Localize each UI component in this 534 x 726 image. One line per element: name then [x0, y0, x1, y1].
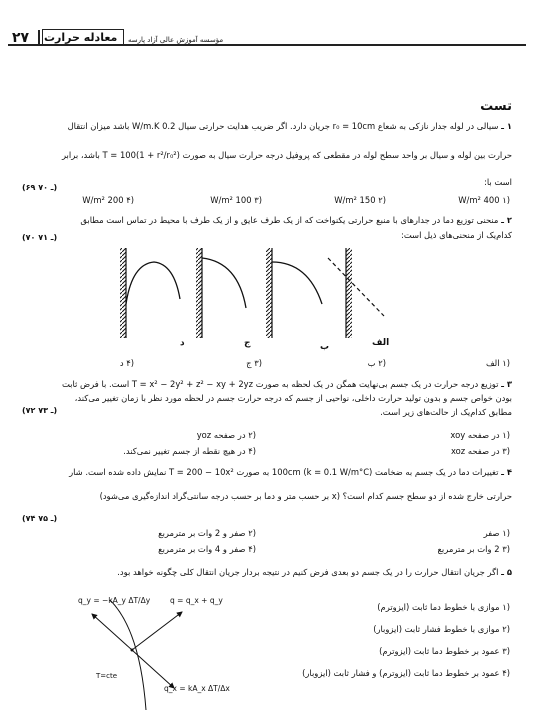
question-4-line2	[20, 490, 512, 502]
option-num: (۲	[378, 358, 386, 368]
option-2[interactable]	[334, 195, 386, 205]
option-text: عمود بر خطوط دما ثابت (ایزوترم)	[379, 646, 500, 656]
page-number: ۲۷	[12, 30, 30, 46]
question-1-line3	[20, 176, 512, 188]
question-2	[20, 214, 512, 226]
option-num: (۲	[502, 624, 510, 634]
question-text: حرارت بین لوله و سیال بر واحد سطح لوله در مقطعی که پروفیل درجه حرارت سیال به صورت T = 100(1 + r²/r₀²) باشد، برابر	[61, 150, 512, 160]
qy-vector	[92, 614, 132, 650]
option-num: (۱	[502, 358, 510, 368]
question-number: ۴ ـ	[501, 467, 512, 477]
option-num: (۲	[248, 430, 256, 440]
curve-d	[126, 262, 180, 304]
chapter-title: معادله حرارت	[44, 31, 118, 44]
option-4[interactable]	[302, 668, 510, 678]
option-text: در صفحه yoz	[196, 430, 246, 440]
q-label: q = q_x + q_y	[170, 596, 223, 605]
option-text: در صفحه xoy	[450, 430, 500, 440]
option-2[interactable]	[158, 528, 256, 538]
option-num: (۱	[502, 430, 510, 440]
heat-flux-vector-figure	[70, 590, 250, 720]
option-4[interactable]	[123, 446, 256, 456]
option-text: عمود بر خطوط دما ثابت (ایزوترم) و فشار ثابت (ایزوبار)	[302, 668, 500, 678]
isotherm-label: T=cte	[96, 672, 118, 680]
question-number: ۳ ـ	[501, 379, 512, 389]
institute-name: مؤسسه آموزش عالی آزاد پارسه	[128, 36, 224, 44]
option-num: (۱	[502, 195, 510, 205]
qy-label: q_y = −kA_y ΔT/Δy	[78, 596, 151, 605]
curve-b	[272, 262, 322, 304]
question-number: ۵ ـ	[501, 567, 512, 577]
figure-label-alef: الف	[372, 338, 390, 348]
option-num: (۴	[502, 668, 510, 678]
section-title: تست	[480, 99, 512, 114]
option-4[interactable]	[82, 195, 134, 205]
option-text: صفر و 4 وات بر مترمربع	[158, 544, 246, 554]
option-num: (۲	[248, 528, 256, 538]
option-text: در صفحه xoz	[450, 446, 500, 456]
option-2[interactable]	[197, 430, 256, 440]
wall-3	[266, 248, 272, 338]
question-ref: (۷۰ ـ ۷۱)	[22, 233, 58, 242]
question-3-line2	[20, 392, 512, 404]
option-num: (۲	[378, 195, 386, 205]
option-3[interactable]	[379, 646, 510, 656]
option-num: (۳	[502, 446, 510, 456]
figure-label-d: د	[180, 338, 185, 348]
question-text: کدام‌یک از منحنی‌های ذیل است:	[401, 230, 512, 240]
option-2[interactable]	[373, 624, 510, 634]
question-number: ۱ ـ	[501, 121, 512, 131]
option-text: 2 وات بر مترمربع	[437, 544, 500, 554]
option-num: (۱	[502, 528, 510, 538]
option-num: (۴	[248, 544, 256, 554]
question-text: منحنی توزیع دما در جدارهای با منبع حرارتی یکنواخت که از یک طرف عایق و از یک طرف با محیط در تماس است مطابق	[80, 215, 499, 225]
question-text: توزیع درجه حرارت در یک جسم بی‌نهایت همگن در یک لحظه به صورت T = x² − 2y² + z² − xy + 2yz است. با فرض ثابت	[61, 379, 499, 389]
question-5	[20, 566, 512, 578]
option-text: 200 W/m²	[82, 195, 124, 205]
question-text: حرارتی خارج شده از دو سطح جسم کدام است؟ (x بر حسب متر و دما بر حسب درجه سانتی‌گراد اندازه‌گیری می‌شود)	[99, 491, 512, 501]
option-1[interactable]	[486, 358, 510, 368]
option-num: (۳	[502, 544, 510, 554]
option-text: صفر و 2 وات بر مترمربع	[158, 528, 246, 538]
option-num: (۳	[254, 195, 262, 205]
option-2[interactable]	[368, 358, 386, 368]
question-4	[20, 466, 512, 478]
option-3[interactable]	[437, 544, 510, 554]
question-ref: (۶۹ ـ ۷۰)	[22, 183, 58, 192]
question-text: اگر جریان انتقال حرارت را در یک جسم دو بعدی فرض کنیم در نتیجه بردار جریان انتقال کلی چگونه خواهد بود.	[117, 567, 499, 577]
option-1[interactable]	[458, 195, 510, 205]
question-text: مطابق کدام‌یک از حالت‌های زیر است.	[380, 407, 512, 417]
option-1[interactable]	[484, 528, 510, 538]
figure-label-j: ج	[244, 338, 251, 348]
option-text: 100 W/m²	[210, 195, 252, 205]
question-1-line2	[20, 149, 512, 161]
option-text: د	[119, 358, 124, 368]
option-num: (۴	[126, 195, 134, 205]
wall-1	[120, 248, 126, 338]
question-text: سیالی در لوله جدار نازکی به شعاع r₀ = 10cm جریان دارد. اگر ضریب هدایت حرارتی سیال W/m.K 0.2 باشد میزان انتقال	[67, 121, 499, 131]
question-text: است با:	[484, 177, 512, 187]
q-vector	[132, 612, 182, 650]
wall-4	[346, 248, 352, 338]
question-3	[20, 378, 512, 390]
option-4[interactable]	[120, 358, 134, 368]
option-num: (۳	[502, 646, 510, 656]
option-num: (۴	[126, 358, 134, 368]
question-2-line2	[20, 229, 512, 241]
question-3-line3	[20, 406, 512, 418]
option-3[interactable]	[451, 446, 510, 456]
option-text: 150 W/m²	[334, 195, 376, 205]
option-text: در هیچ نقطه از جسم تغییر نمی‌کند.	[123, 446, 246, 456]
option-num: (۴	[248, 446, 256, 456]
option-text: موازی با خطوط فشار ثابت (ایزوبار)	[373, 624, 500, 634]
wall-2	[196, 248, 202, 338]
option-4[interactable]	[158, 544, 256, 554]
option-text: ب	[367, 358, 376, 368]
option-text: صفر	[483, 528, 500, 538]
wall-curves-figure	[118, 244, 388, 344]
qx-label: q_x = kA_x ΔT/Δx	[164, 684, 230, 693]
question-number: ۲ ـ	[501, 215, 512, 225]
qx-vector	[132, 650, 174, 688]
header-divider	[38, 30, 40, 46]
question-text: تغییرات دما در یک جسم به ضخامت 100cm (k = 0.1 W/m°C) به صورت T = 200 − 10x² نمایش داده شده است. شار	[69, 467, 499, 477]
option-3[interactable]	[210, 195, 262, 205]
curve-alef	[328, 258, 384, 316]
option-num: (۳	[254, 358, 262, 368]
question-ref: (۷۴ ـ ۷۵)	[22, 514, 58, 523]
option-text: ج	[246, 358, 252, 368]
option-text: موازی با خطوط دما ثابت (ایزوترم)	[377, 602, 500, 612]
question-text: بودن خواص جسم و بدون تولید حرارت داخلی، نواحیی از جسم که درجه حرارت جسم در لحظه مورد نظر با زمان تغییر می‌کند،	[74, 393, 512, 403]
option-text: 400 W/m²	[458, 195, 500, 205]
option-num: (۱	[502, 602, 510, 612]
figure-label-b: ب	[320, 342, 330, 352]
option-3[interactable]	[246, 358, 262, 368]
isotherm-curve	[110, 600, 146, 710]
question-ref: (۷۲ ـ ۷۳)	[22, 406, 58, 415]
question-1	[20, 120, 512, 132]
option-1[interactable]	[450, 430, 510, 440]
option-text: الف	[485, 358, 500, 368]
curve-j	[202, 258, 246, 308]
option-1[interactable]	[377, 602, 510, 612]
